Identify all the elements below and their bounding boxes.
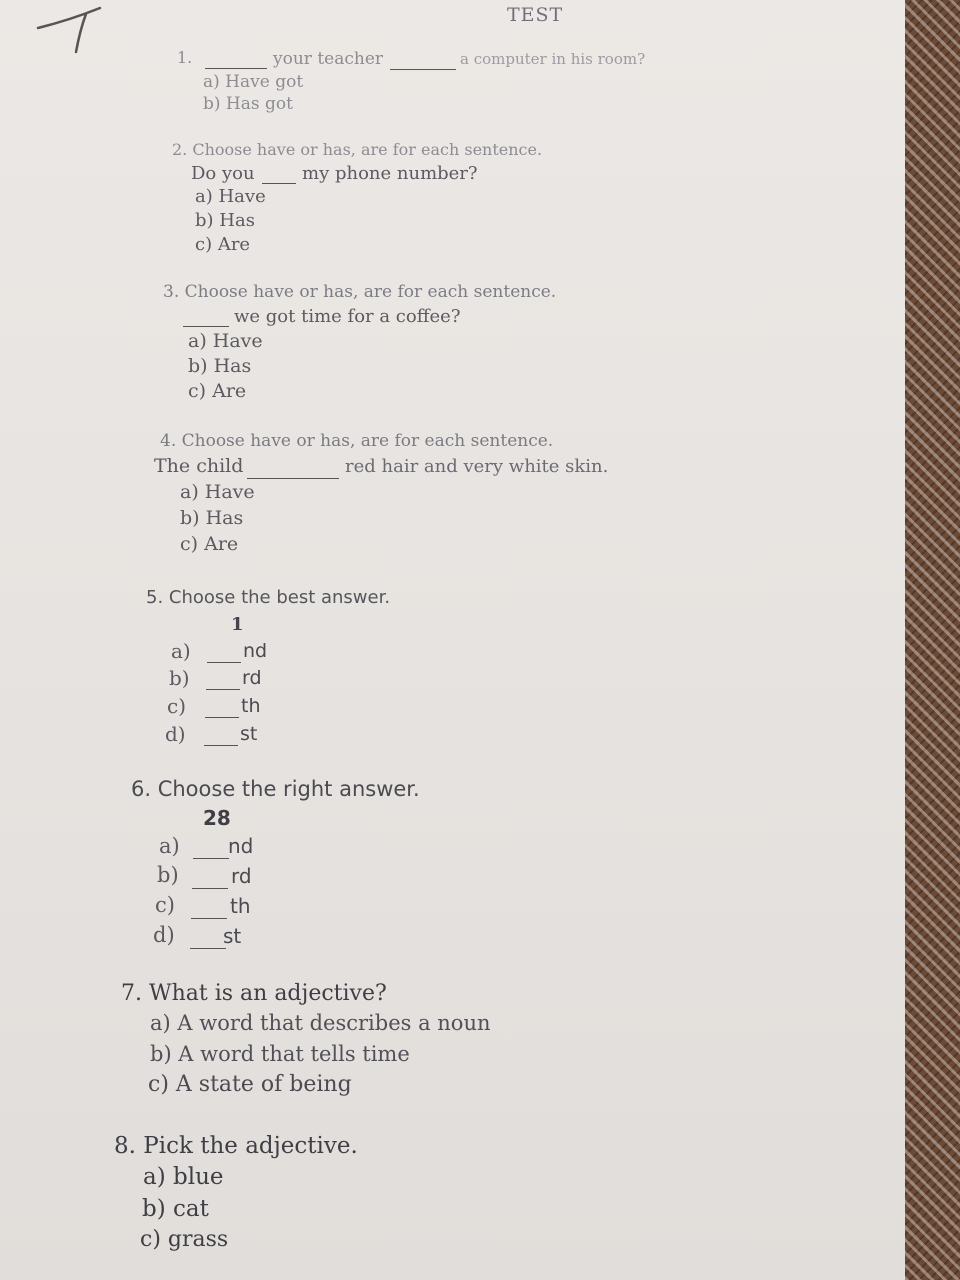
q1-part1: your teacher	[273, 49, 384, 69]
q6-blank-d[interactable]	[190, 947, 226, 949]
q1-part2: a computer in his room?	[460, 50, 646, 68]
q5-blank-d[interactable]	[204, 744, 238, 746]
q5-letter-c[interactable]: c)	[167, 694, 187, 718]
q5-suffix-b: rd	[242, 667, 262, 689]
q3-option-a[interactable]: a) Have	[188, 330, 263, 352]
q6-blank-c[interactable]	[191, 917, 227, 919]
q3-prompt: 3. Choose have or has, are for each sentence.	[163, 282, 557, 302]
q2-sentence-start: Do you	[191, 163, 255, 184]
q4-sentence-start: The child	[154, 455, 244, 477]
q4-option-c[interactable]: c) Are	[180, 533, 239, 555]
q1-blank-1[interactable]	[205, 67, 267, 69]
q5-letter-a[interactable]: a)	[171, 639, 191, 663]
carpet-background	[905, 0, 960, 1280]
test-title: TEST	[507, 4, 564, 26]
q7-option-b[interactable]: b) A word that tells time	[150, 1042, 410, 1066]
q6-letter-a[interactable]: a)	[159, 834, 180, 858]
q6-letter-c[interactable]: c)	[155, 893, 175, 917]
q6-blank-a[interactable]	[193, 857, 229, 859]
handwritten-mark-icon	[30, 0, 110, 60]
q3-blank[interactable]	[183, 325, 229, 327]
q5-suffix-d: st	[240, 723, 258, 745]
q4-sentence-end: red hair and very white skin.	[345, 456, 609, 477]
q6-prompt: 6. Choose the right answer.	[131, 777, 420, 801]
q2-blank[interactable]	[262, 182, 296, 184]
q4-option-a[interactable]: a) Have	[180, 481, 255, 503]
q7-option-c[interactable]: c) A state of being	[148, 1072, 352, 1097]
q6-suffix-d: st	[223, 924, 242, 948]
q6-suffix-c: th	[230, 894, 251, 918]
q5-blank-a[interactable]	[207, 661, 241, 663]
q6-letter-d[interactable]: d)	[153, 923, 175, 947]
q4-option-b[interactable]: b) Has	[180, 507, 244, 529]
q5-blank-b[interactable]	[206, 688, 240, 690]
q2-option-c[interactable]: c) Are	[195, 234, 251, 255]
q6-blank-b[interactable]	[192, 887, 228, 889]
q2-prompt: 2. Choose have or has, are for each sentence.	[172, 140, 543, 159]
q1-blank-2[interactable]	[390, 68, 456, 70]
q2-sentence-end: my phone number?	[302, 163, 478, 184]
q5-suffix-c: th	[241, 695, 261, 717]
q8-option-c[interactable]: c) grass	[140, 1227, 229, 1252]
q6-suffix-a: nd	[228, 834, 254, 858]
q3-sentence: we got time for a coffee?	[234, 306, 461, 327]
q8-option-a[interactable]: a) blue	[143, 1164, 224, 1190]
q6-suffix-b: rd	[231, 864, 252, 888]
q5-number: 1	[231, 614, 244, 635]
q5-blank-c[interactable]	[205, 716, 239, 718]
q6-number: 28	[203, 806, 231, 830]
q3-option-c[interactable]: c) Are	[188, 380, 247, 402]
q1-option-b[interactable]: b) Has got	[203, 94, 293, 114]
q5-letter-d[interactable]: d)	[165, 722, 186, 746]
q1-number: 1.	[177, 48, 193, 67]
q8-prompt: 8. Pick the adjective.	[114, 1133, 358, 1159]
q2-option-a[interactable]: a) Have	[195, 186, 266, 207]
q4-blank[interactable]	[247, 477, 339, 479]
q6-letter-b[interactable]: b)	[157, 863, 179, 887]
q1-option-a[interactable]: a) Have got	[203, 72, 304, 92]
q5-letter-b[interactable]: b)	[169, 666, 190, 690]
q5-suffix-a: nd	[243, 640, 268, 662]
q7-prompt: 7. What is an adjective?	[121, 981, 387, 1006]
q3-option-b[interactable]: b) Has	[188, 355, 252, 377]
q4-prompt: 4. Choose have or has, are for each sentence.	[160, 431, 554, 451]
q2-option-b[interactable]: b) Has	[195, 210, 255, 231]
q5-prompt: 5. Choose the best answer.	[146, 587, 391, 608]
q7-option-a[interactable]: a) A word that describes a noun	[150, 1011, 491, 1035]
q8-option-b[interactable]: b) cat	[142, 1196, 209, 1222]
